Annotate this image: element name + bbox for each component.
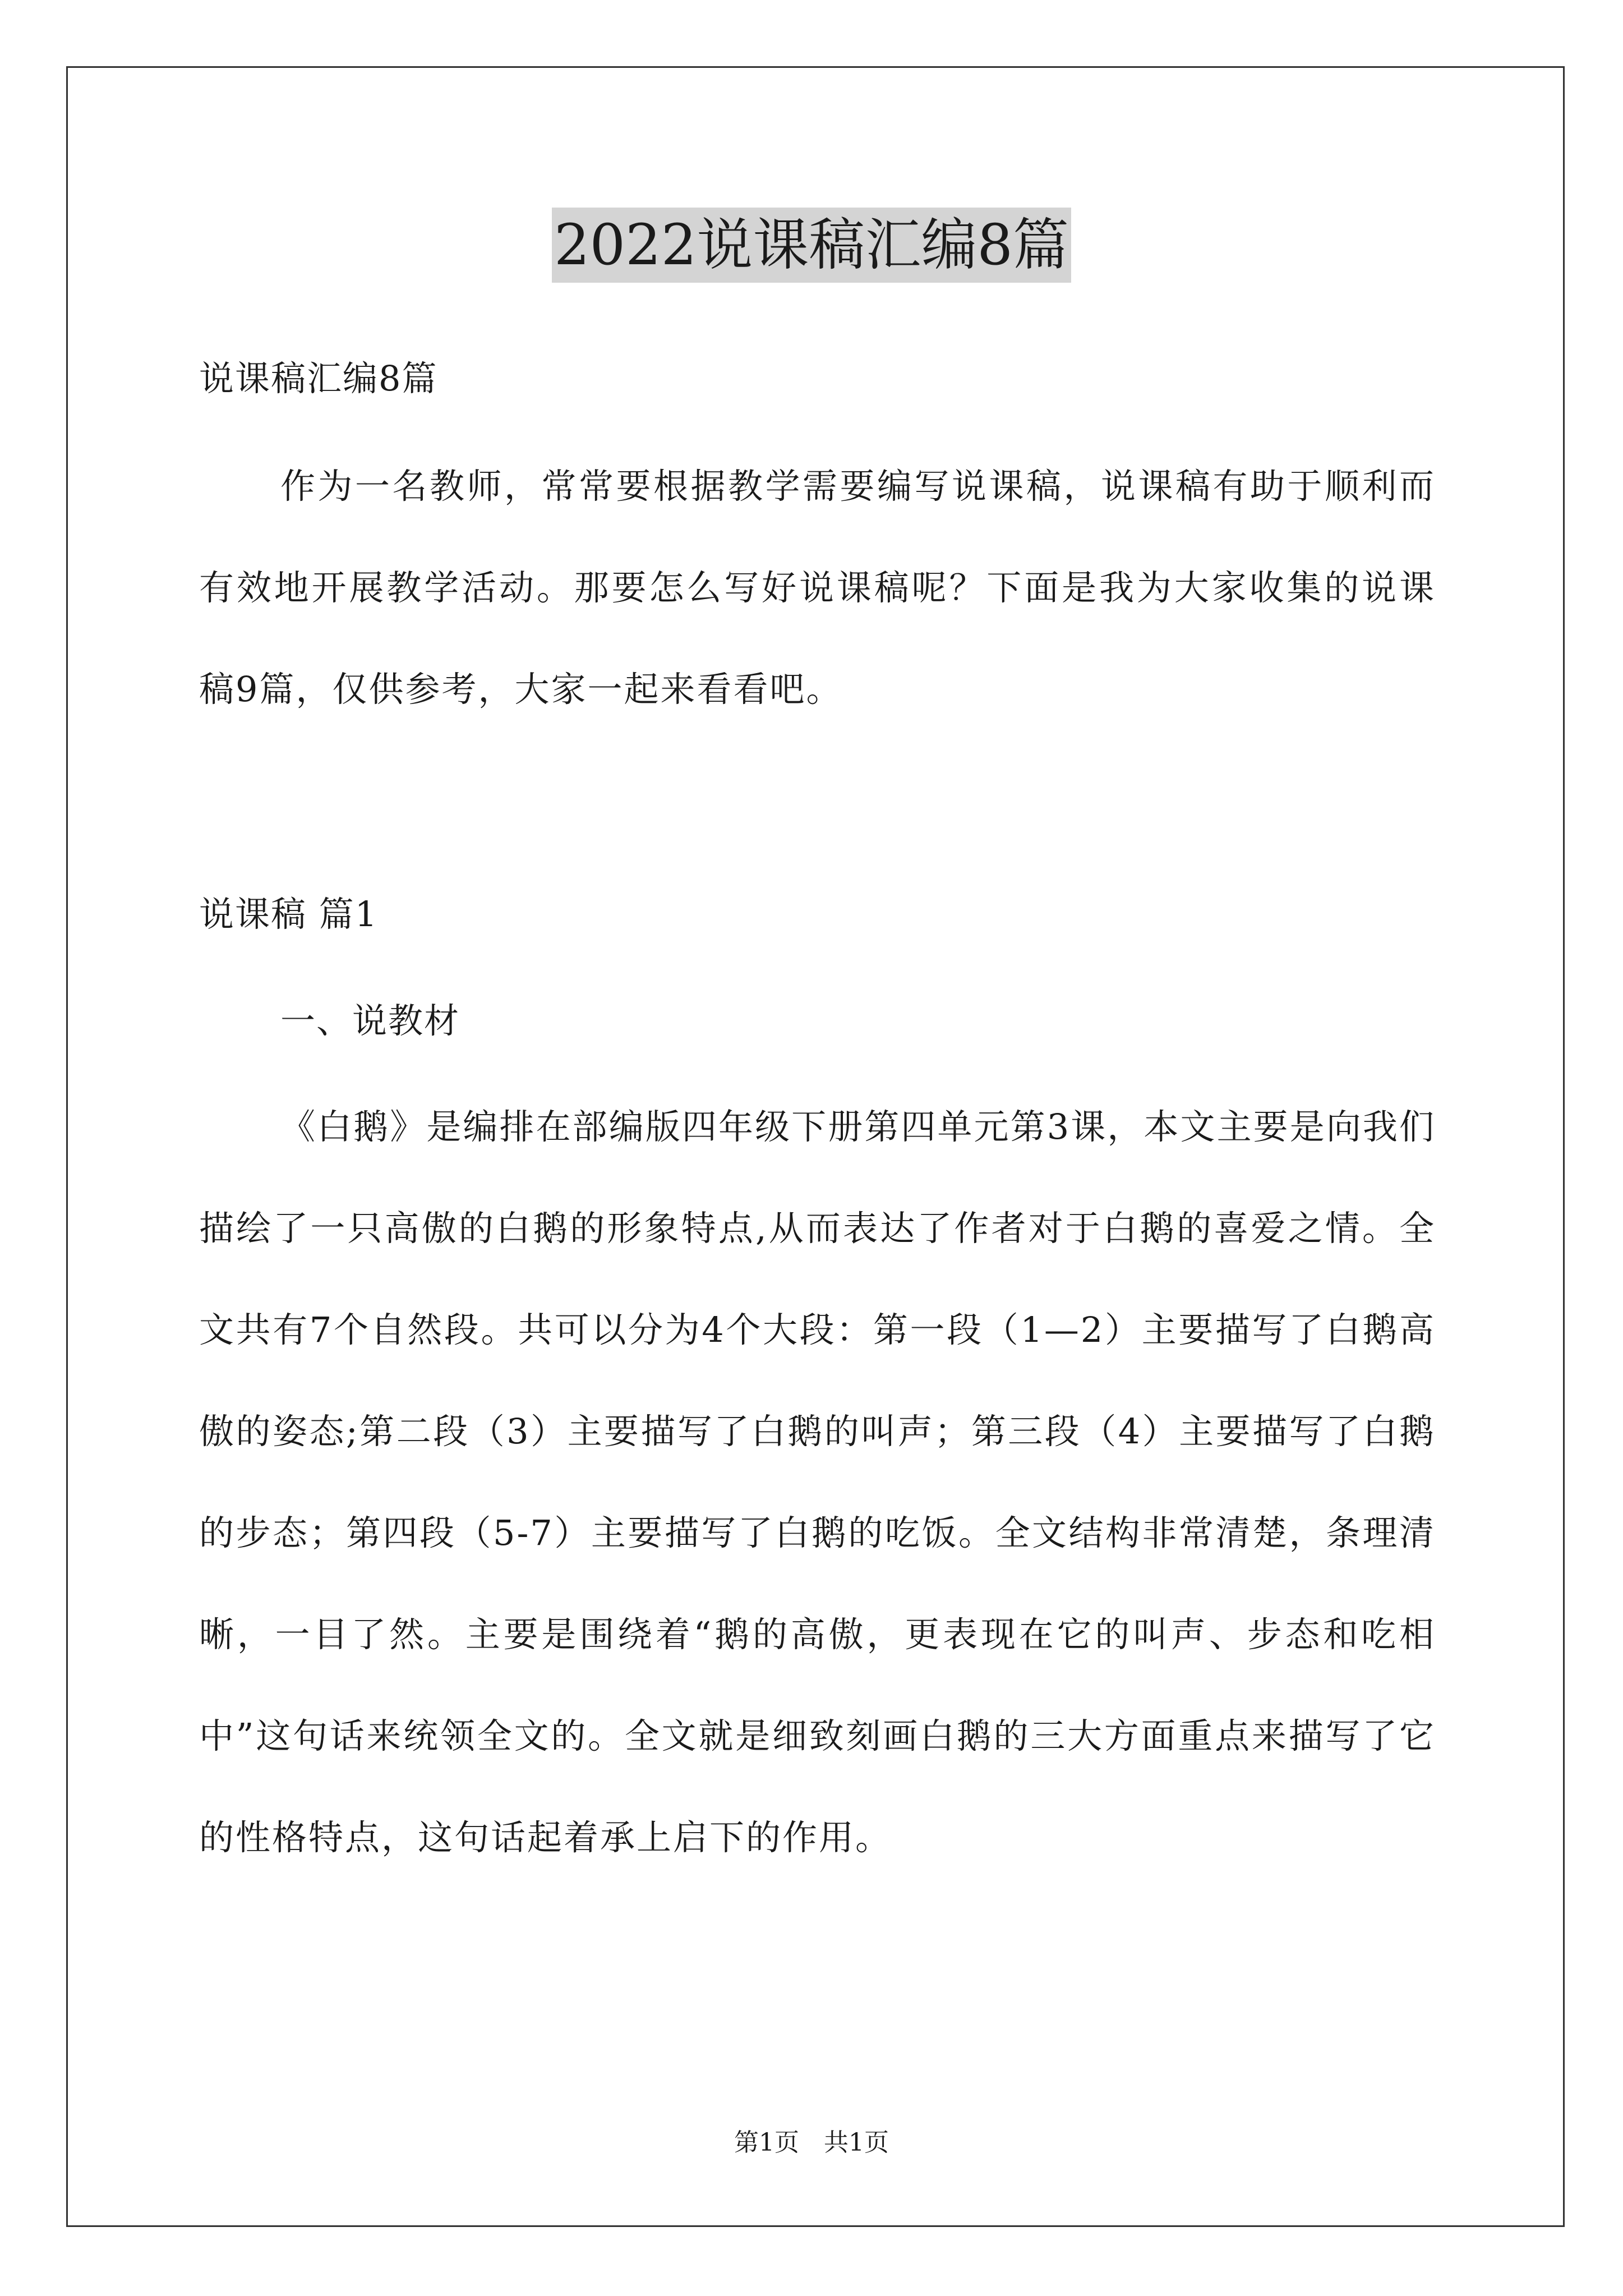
body-paragraph: 《白鹅》是编排在部编版四年级下册第四单元第3课，本文主要是向我们描绘了一只高傲的白鹅的形象特点,从而表达了作者对于白鹅的喜爱之情。全文共有7个自然段。共可以分为4个大段：第一段（1—2）主要描写了白鹅高傲的姿态;第二段（3）主要描写了白鹅的叫声；第三段（4）主要描写了白鹅的步态；第四段（5-7）主要描写了白鹅的吃饭。全文结构非常清楚，条理清晰，一目了然。主要是围绕着“鹅的高傲，更表现在它的叫声、步态和吃相中”这句话来统领全文的。全文就是细致刻画白鹅的三大方面重点来描写了它的性格特点，这句话起着承上启下的作用。 — [199, 1106, 1436, 1858]
section-heading: 说课稿 篇1 — [199, 894, 379, 935]
document-title: 2022说课稿汇编8篇 — [552, 208, 1071, 283]
page-footer: 第1页 共1页 — [734, 2128, 889, 2157]
subsection-heading: 一、说教材 — [280, 1000, 460, 1041]
title-container — [0, 208, 1623, 283]
intro-paragraph: 作为一名教师，常常要根据教学需要编写说课稿，说课稿有助于顺利而有效地开展教学活动。那要怎么写好说课稿呢？下面是我为大家收集的说课稿9篇，仅供参考，大家一起来看看吧。 — [199, 466, 1436, 710]
document-subtitle: 说课稿汇编8篇 — [199, 358, 438, 399]
